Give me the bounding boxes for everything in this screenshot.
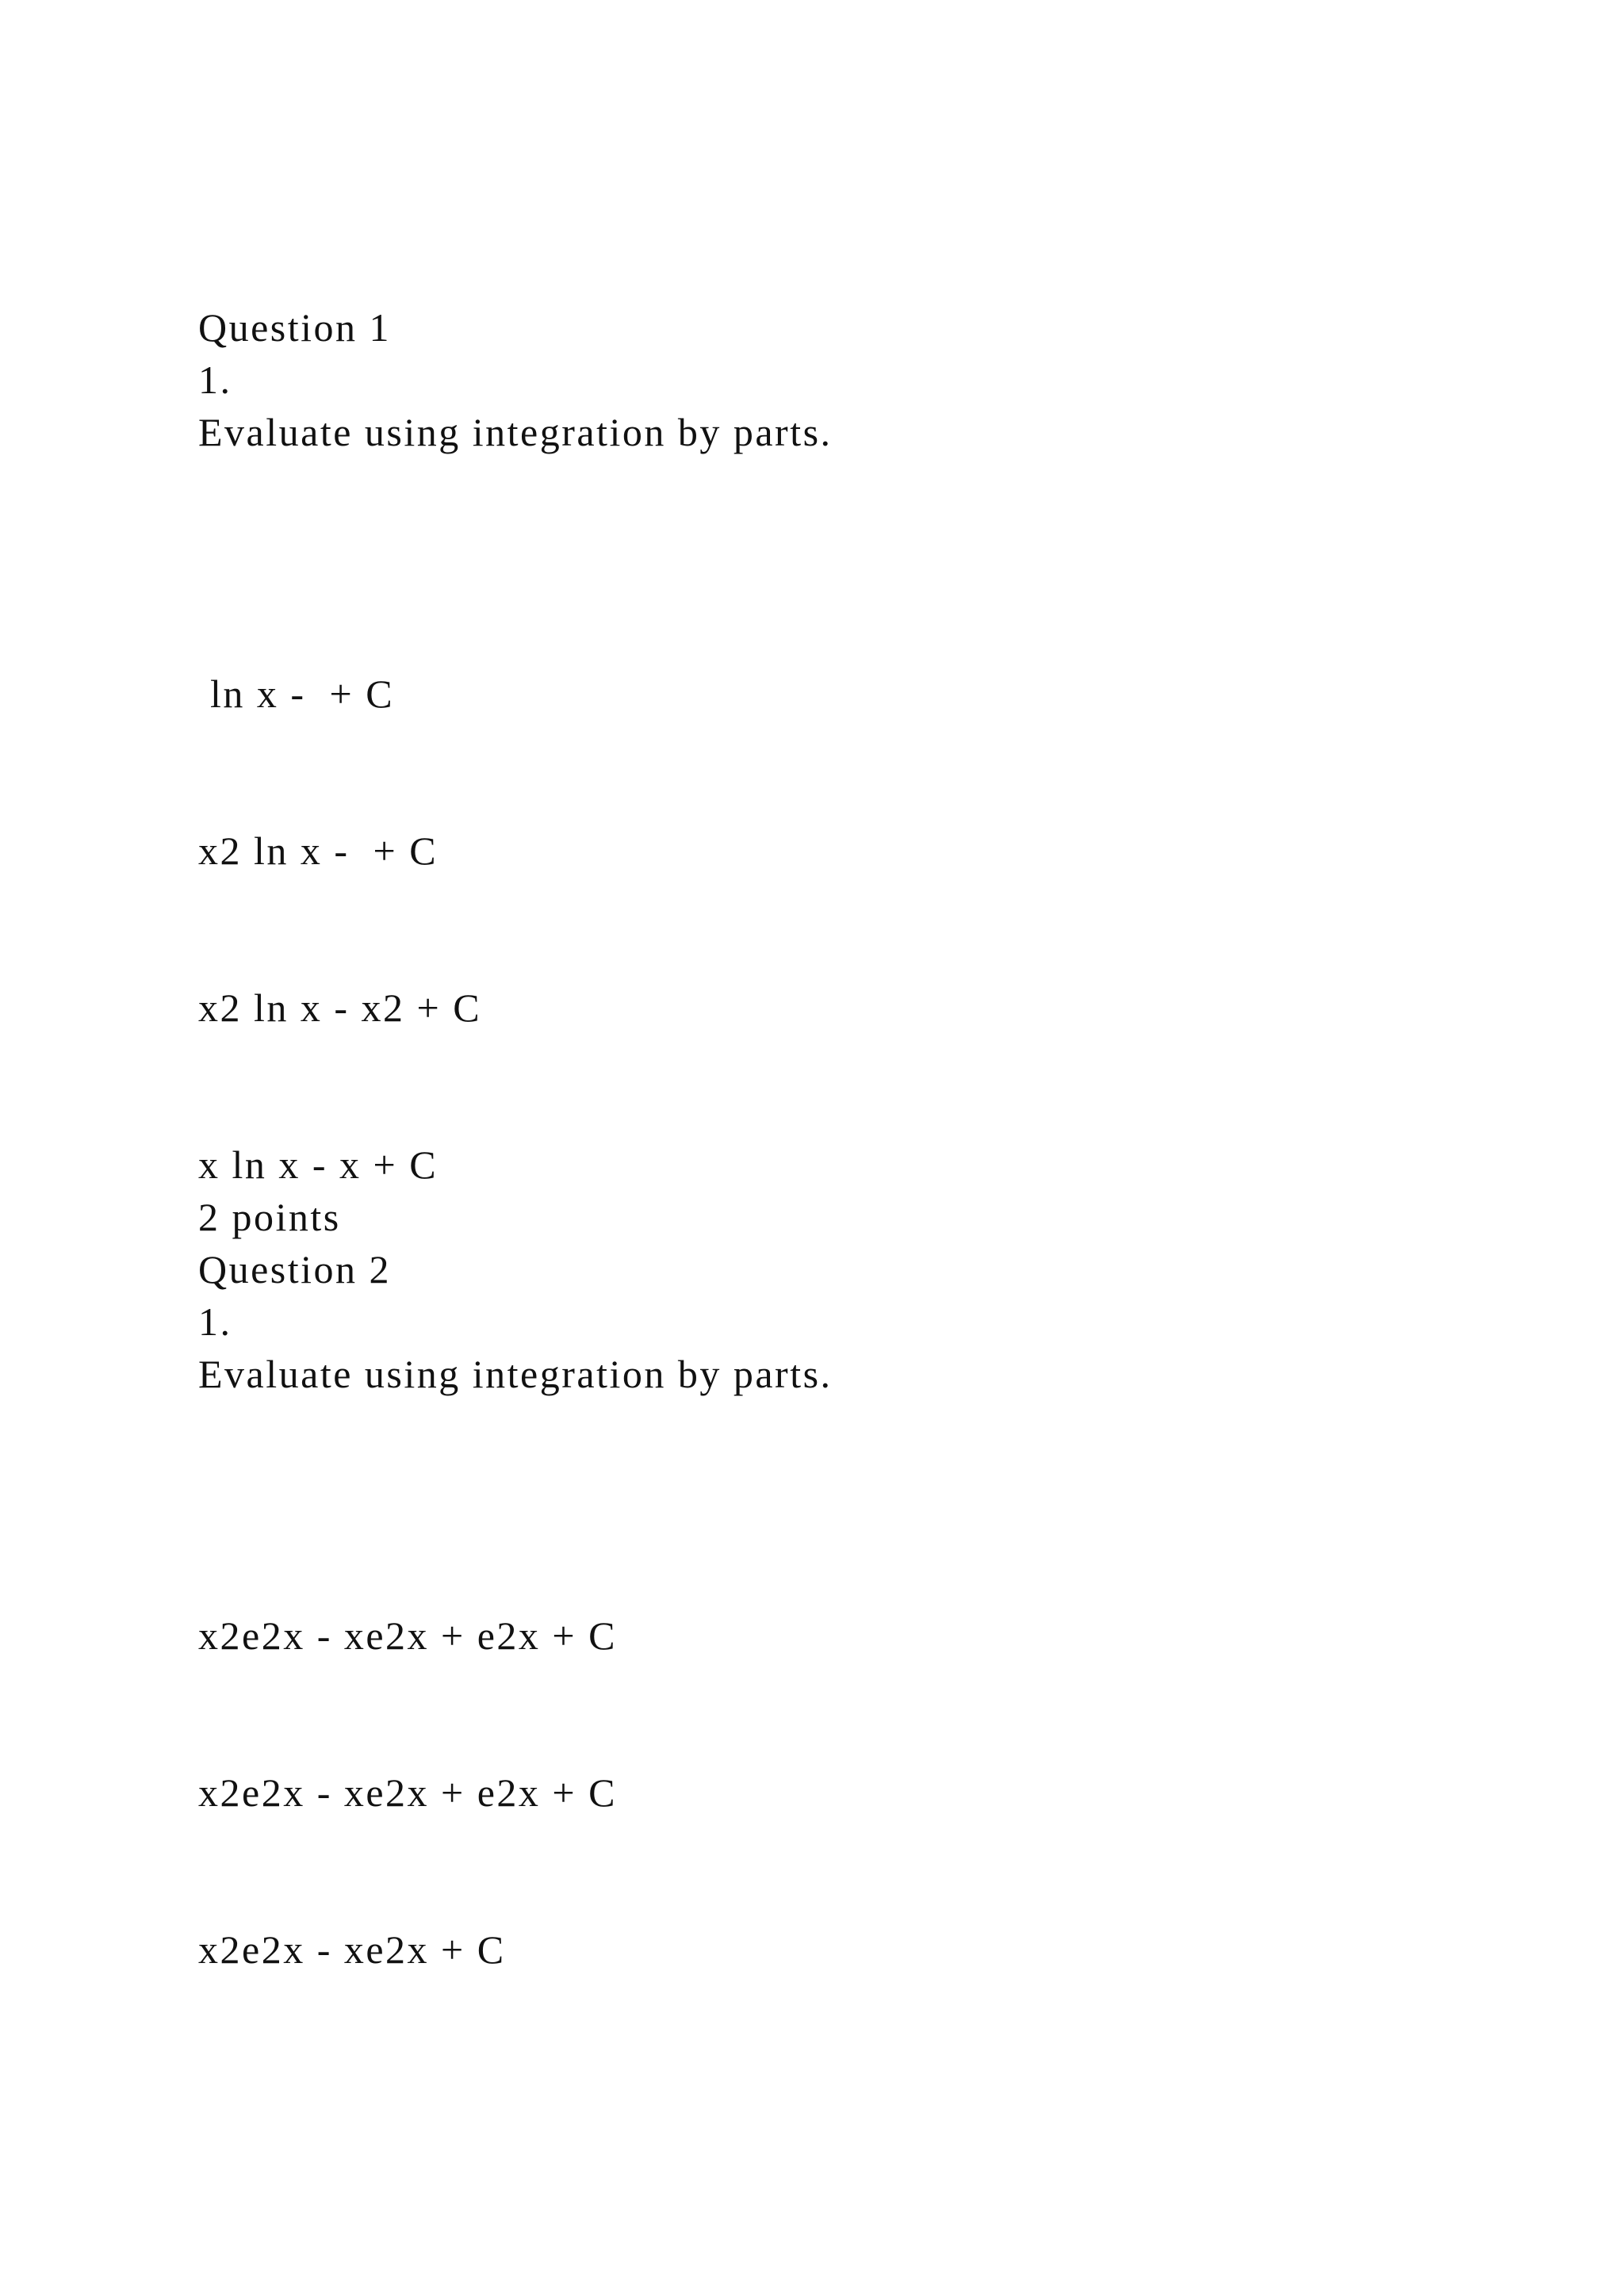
question-1-option-3: x2 ln x - x2 + C [198, 985, 482, 1030]
question-2-prompt: Evaluate using integration by parts. [198, 1352, 833, 1396]
question-1-option-2: x2 ln x - + C [198, 828, 439, 873]
question-1-prompt: Evaluate using integration by parts. [198, 410, 833, 454]
question-2-option-2: x2e2x - xe2x + e2x + C [198, 1770, 617, 1815]
question-2-option-1: x2e2x - xe2x + e2x + C [198, 1613, 617, 1658]
question-2-number: 1. [198, 1299, 232, 1344]
question-1-option-1: ln x - + C [198, 672, 395, 716]
question-1-option-4: x ln x - x + C [198, 1142, 439, 1187]
question-1-heading: Question 1 [198, 305, 392, 350]
question-1-points: 2 points [198, 1195, 341, 1239]
question-1-number: 1. [198, 358, 232, 402]
question-2-heading: Question 2 [198, 1247, 392, 1292]
question-2-option-3: x2e2x - xe2x + C [198, 1927, 506, 1972]
